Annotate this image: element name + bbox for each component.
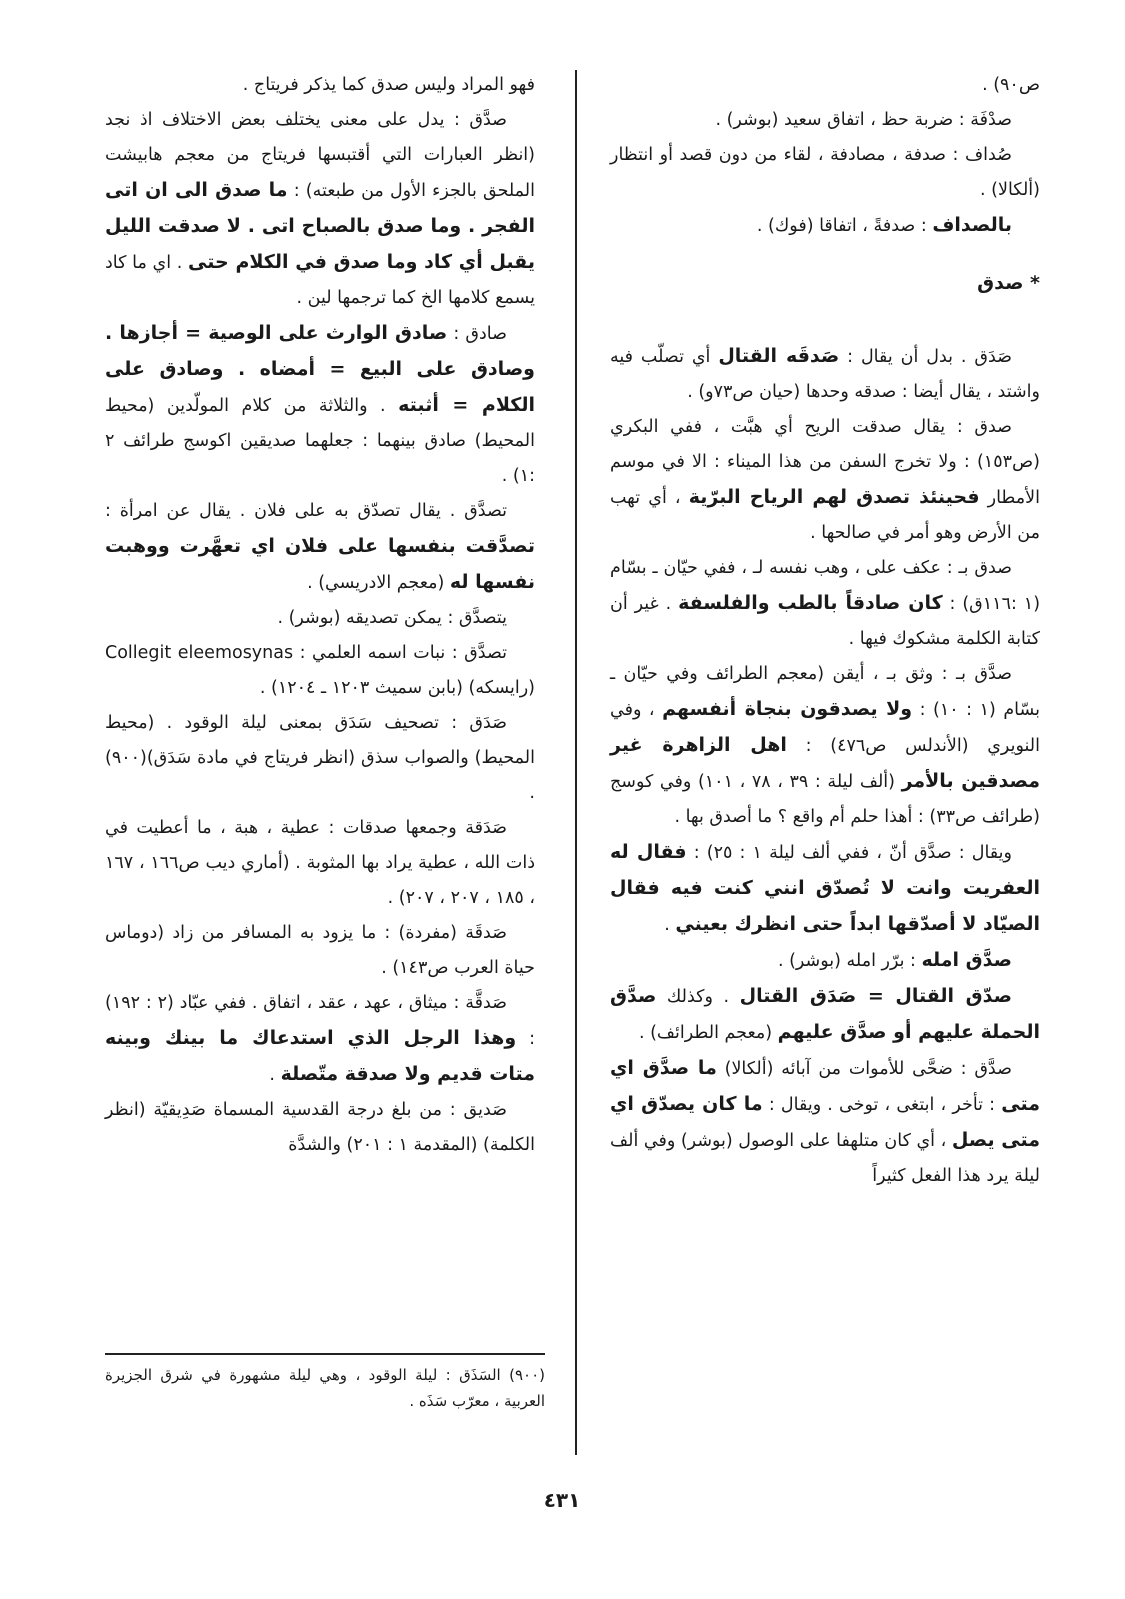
text-segment: . وكذلك <box>656 987 740 1007</box>
text-segment: . اي ما كاد يسمع كلامها الخ كما ترجمها لين . <box>105 253 535 308</box>
bold-quote: صدَّق امله <box>921 949 1012 971</box>
text-segment: ويقال : صدَّق أنّ ، ففي ألف ليلة ١ : ٢٥) : <box>686 843 1012 863</box>
bold-quote: صدَّق الحملة عليهم أو صدَّق عليهم <box>610 985 1040 1043</box>
text-segment: . غير أن كتابة الكلمة مشكوك فيها . <box>610 594 1040 649</box>
text-segment: فهو المراد وليس صدق كما يذكر فريتاج . <box>242 75 535 95</box>
entry-paragraph <box>610 410 1040 551</box>
page-number: ٤٣١ <box>543 1488 581 1512</box>
entry-paragraph <box>105 986 535 1093</box>
entry-paragraph <box>105 636 535 706</box>
text-segment: ، أي كان متلهفا على الوصول (بوشر) وفي ألف ليلة يرد هذا الفعل كثيراً <box>610 1131 1040 1186</box>
left-column <box>105 68 535 1163</box>
bold-quote: ولا يصدقون بنجاة أنفسهم <box>662 698 913 720</box>
entry-paragraph <box>610 657 1040 835</box>
text-segment: (معجم الطرائف) . <box>638 1023 778 1043</box>
entry-paragraph <box>105 316 535 494</box>
text-segment: : تأخر ، ابتغى ، توخى . ويقال : <box>762 1095 1002 1115</box>
text-segment: (ألف ليلة : ٣٩ ، ٧٨ ، ١٠١) وفي كوسج (طرائف ص٣٣) : أهذا حلم أم واقع ؟ ما أصدق بها . <box>610 772 1040 827</box>
text-segment: صدَّق : يدل على معنى يختلف بعض الاختلاف اذ نجد (انظر العبارات التي أقتبسها فريتاج من معجم هابيشت الملحق بالجزء الأول من طبعته) : <box>105 110 535 201</box>
text-segment: صدق بـ : عكف على ، وهب نفسه لـ ، ففي حيّان ـ بسّام (١ :١١٦ق) : <box>610 558 1041 614</box>
text-segment: ، وفي النويري (الأندلس ص٤٧٦) : <box>610 700 1040 756</box>
entry-paragraph <box>610 943 1040 979</box>
text-segment: صَديق : من بلغ درجة القدسية المسماة صَدِيقيّة (انظر الكلمة) (المقدمة ١ : ٢٠١) والشدَّة <box>105 1100 535 1155</box>
text-segment: صَدَق . بدل أن يقال : <box>839 347 1012 367</box>
text-segment: صادق : <box>447 324 507 344</box>
bold-quote: تصدَّقت بنفسها على فلان اي تعهَّرت ووهبت نفسها له <box>105 535 535 593</box>
bold-quote: ما صدَّق اي متى <box>610 1057 1040 1115</box>
text-segment: . <box>269 1065 281 1085</box>
entry-heading <box>610 266 1040 301</box>
text-segment: صدق : يقال صدقت الريح أي هبَّت ، ففي البكري (ص١٥٣) : ولا تخرج السفن من هذا الميناء : الا في موسم الأمطار <box>610 417 1040 508</box>
entry-paragraph <box>105 68 535 103</box>
entry-paragraph <box>105 494 535 601</box>
text-segment: صَدَقة وجمعها صدقات : <box>320 818 507 838</box>
bold-quote: بالصداف <box>932 214 1012 236</box>
bold-quote: اهل الزاهرة غير مصدقين بالأمر <box>610 734 1040 792</box>
text-segment: . (أماري ديب ص١٦٦ ، ١٦٧ ، ١٨٥ ، ٢٠٧ ، ٢٠٧) . <box>105 853 535 908</box>
bold-quote: وهذا الرجل الذي استدعاك ما بينك وبينه متات قديم ولا صدقة متّصلة <box>105 1027 535 1085</box>
text-segment: صدَّق : ضحَّى للأموات من آبائه (ألكالا) <box>716 1059 1012 1079</box>
text-segment: : صدفةً ، اتفاقا (فوك) . <box>756 216 933 236</box>
bold-quote: * صدق <box>977 272 1040 294</box>
entry-paragraph <box>610 68 1040 103</box>
bold-quote: صدّق القتال = صَدَق القتال <box>739 985 1012 1007</box>
entry-paragraph <box>105 1093 535 1163</box>
entry-paragraph <box>610 835 1040 943</box>
footnote: (٩٠٠) السَذَق : ليلة الوقود ، وهي ليلة مشهورة في شرق الجزيرة العربية ، معرّب سَذَه . <box>105 1366 545 1410</box>
column-divider <box>575 70 577 1455</box>
entry-paragraph <box>610 339 1040 410</box>
text-segment: عطية ، هبة ، ما أعطيت في ذات الله ، عطية يراد بها المثوبة <box>105 818 536 873</box>
text-segment: صدَّق بـ : وثق بـ ، أيقن (معجم الطرائف وفي حيّان ـ بسّام (١ : ١٠) : <box>610 664 1040 720</box>
text-segment: . <box>664 915 676 935</box>
entry-paragraph <box>105 916 535 986</box>
footnote-separator <box>105 1353 545 1355</box>
entry-paragraph <box>105 601 535 636</box>
text-segment: صُداف : صدفة ، مصادفة ، لقاء من دون قصد أو انتظار (ألكالا) . <box>610 145 1040 200</box>
text-segment: صَدقَّة : ميثاق ، عهد ، عقد ، اتفاق . ففي عبّاد (٢ : ١٩٢) : <box>105 993 535 1049</box>
entry-paragraph <box>105 103 535 316</box>
text-segment: (معجم الادريسي) . <box>307 573 450 593</box>
entry-paragraph <box>610 551 1040 657</box>
bold-quote: ما صدق الى ان اتى الفجر . وما صدق بالصباح اتى . لا صدقت الليل يقبل أي كاد وما صدق في الكلام حتى <box>105 179 535 273</box>
bold-quote: ما كان يصدّق اي متى يصل <box>610 1093 1040 1151</box>
bold-quote: كان صادقاً بالطب والفلسفة <box>678 592 943 614</box>
text-segment: . والثلاثة من كلام المولّدين (محيط المحيط) صادق بينهما : جعلهما صديقين اكوسج طرائف ٢ :١) . <box>105 396 535 486</box>
entry-paragraph <box>610 103 1040 138</box>
entry-paragraph <box>610 1051 1040 1194</box>
text-segment: صَدَق : تصحيف سَدَق بمعنى ليلة الوقود . (محيط المحيط) والصواب سذق (انظر فريتاج في مادة سَدَق)(٩٠٠) . <box>105 713 535 803</box>
bold-quote: صادق الوارث على الوصية = أجازها . وصادق على البيع = أمضاه . وصادق على الكلام = أثبته <box>105 322 535 416</box>
entry-paragraph <box>105 811 535 916</box>
text-segment: تصدَّق . يقال تصدّق به على فلان . يقال عن امرأة : <box>105 501 507 521</box>
entry-paragraph <box>610 979 1040 1051</box>
entry-paragraph <box>610 208 1040 244</box>
text-segment: : برّر امله (بوشر) . <box>777 951 922 971</box>
entry-paragraph <box>610 138 1040 208</box>
bold-quote: صَدقَه القتال <box>718 345 840 367</box>
text-segment: تصدَّق : نبات اسمه العلمي : Collegit eleemosynas (رايسكه) (بابن سميث ١٢٠٣ ـ ١٢٠٤) . <box>105 643 535 698</box>
bold-quote: فقال له العفريت وانت لا تُصدّق انني كنت فيه فقال الصيّاد لا أصدّقها ابداً حتى انظرك بعيني <box>610 841 1040 935</box>
text-segment: صَدقَة (مفردة) : ما يزود به المسافر من زاد (دوماس حياة العرب ص١٤٣) . <box>105 923 535 978</box>
text-segment: ، أي تهب من الأرض وهو أمر في صالحها . <box>610 488 1040 543</box>
entry-paragraph <box>105 706 535 811</box>
text-segment: صدْفَة : ضربة حظ ، اتفاق سعيد (بوشر) . <box>715 110 1012 130</box>
text-segment: أي تصلّب فيه واشتد ، يقال أيضا : صدقه وحدها (حيان ص٧٣و) . <box>610 347 1040 402</box>
right-column <box>610 68 1040 1194</box>
text-segment: ص٩٠) . <box>982 75 1040 95</box>
bold-quote: فحينئذ تصدق لهم الرياح البرّية <box>688 486 980 508</box>
text-segment: يتصدَّق : يمكن تصديقه (بوشر) . <box>277 608 507 628</box>
